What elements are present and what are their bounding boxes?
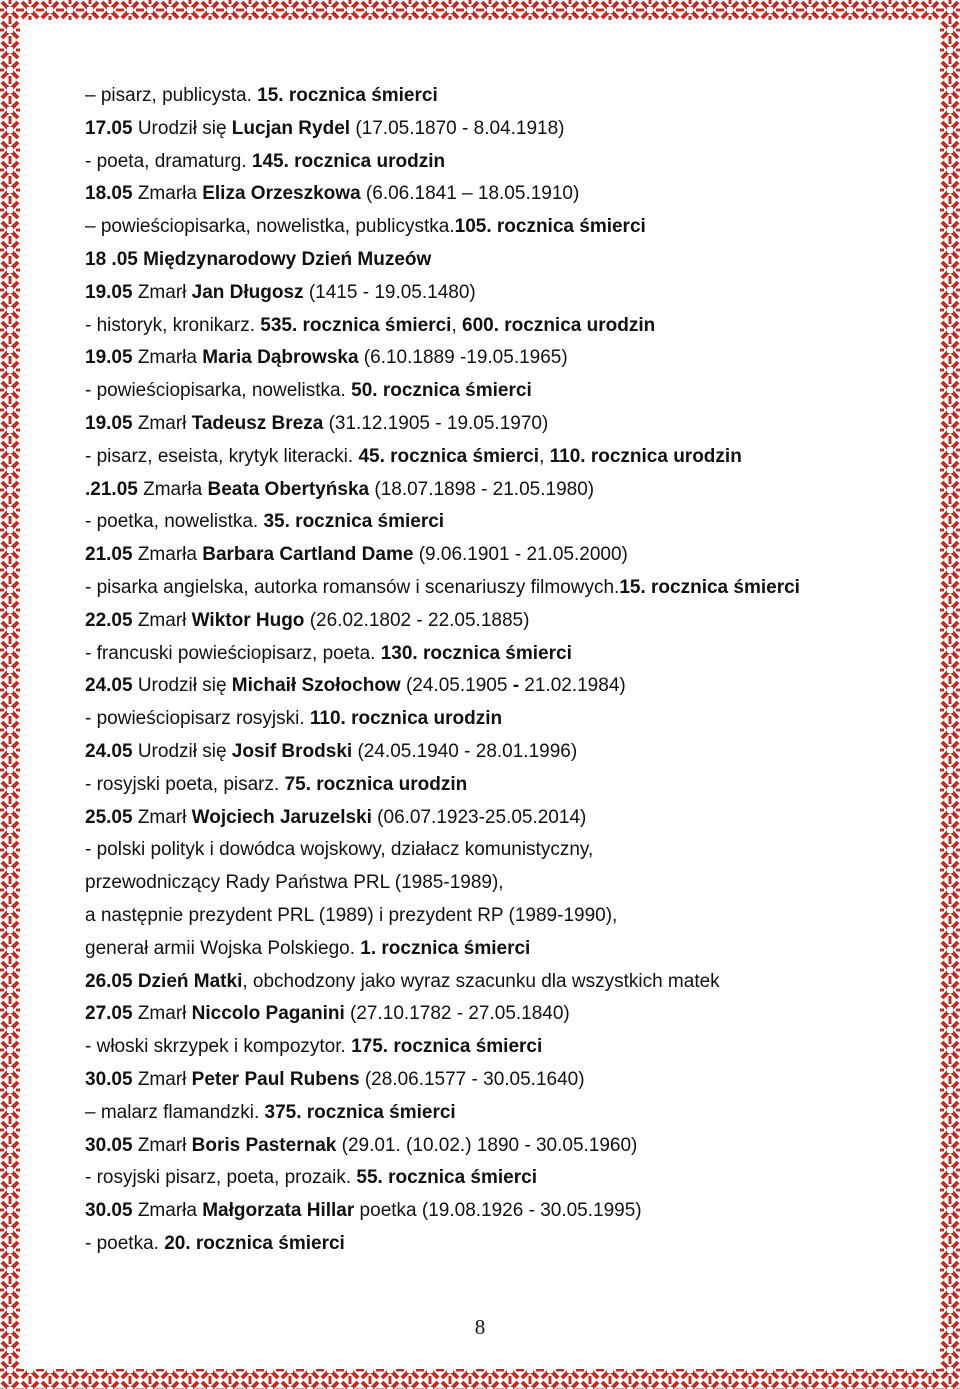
regular-text: Zmarła [132,347,203,369]
calendar-line [85,605,895,638]
calendar-line [85,1064,895,1097]
bold-text: 535. rocznica śmierci [260,314,452,336]
bold-text: Jan Długosz [191,281,304,303]
regular-text: (24.05.1940 - 28.01.1996) [352,740,578,762]
border-top [0,0,960,20]
bold-text: 110. rocznica urodzin [309,708,503,730]
regular-text: Zmarł [132,1068,192,1090]
bold-text: 375. rocznica śmierci [264,1101,456,1123]
bold-text: 19.05 [85,281,133,303]
bold-text: 20. rocznica śmierci [164,1232,345,1254]
bold-text: Wiktor Hugo [191,609,305,631]
bold-text: 75. rocznica urodzin [284,773,468,795]
regular-text: Zmarła [137,478,208,500]
calendar-line [85,539,895,572]
regular-text: Zmarła [132,1200,203,1222]
regular-text: - historyk, kronikarz. [85,314,261,336]
regular-text: - rosyjski poeta, pisarz. [85,773,285,795]
bold-text: 130. rocznica śmierci [380,642,572,664]
calendar-line [85,310,895,343]
regular-text: - poetka, nowelistka. [85,511,264,533]
calendar-line [85,211,895,244]
regular-text: 21.02.1984) [519,675,626,697]
calendar-line [85,703,895,736]
bold-text: Niccolo Paganini [191,1003,345,1025]
bold-text: Beata Obertyńska [207,478,370,500]
regular-text: - powieściopisarz rosyjski. [85,708,310,730]
regular-text: a następnie prezydent PRL (1989) i prezydent RP (1989-1990), [85,904,618,926]
bold-text: Eliza Orzeszkowa [202,183,361,205]
regular-text: - włoski skrzypek i kompozytor. [85,1036,352,1058]
regular-text: (17.05.1870 - 8.04.1918) [350,117,565,139]
bold-text: .21.05 [85,478,138,500]
bold-text: 15. rocznica śmierci [619,576,800,598]
bold-text: 21.05 [85,544,133,566]
regular-text: (6.10.1889 -19.05.1965) [358,347,568,369]
calendar-line [85,1228,895,1261]
regular-text: (06.07.1923-25.05.2014) [371,806,587,828]
bold-text: Michaił Szołochow [231,675,401,697]
regular-text: - rosyjski pisarz, poeta, prozaik. [85,1167,357,1189]
bold-text: Tadeusz Breza [191,412,324,434]
bold-text: Maria Dąbrowska [202,347,359,369]
bold-text: 1. rocznica śmierci [360,937,531,959]
calendar-line [85,834,895,867]
regular-text: - pisarz, eseista, krytyk literacki. [85,445,359,467]
regular-text: – powieściopisarka, nowelistka, publicystka. [85,216,455,238]
bold-text: 17.05 [85,117,133,139]
regular-text: (9.06.1901 - 21.05.2000) [413,544,628,566]
regular-text: (29.01. (10.02.) 1890 - 30.05.1960) [336,1134,638,1156]
regular-text: - poetka. [85,1232,165,1254]
regular-text: (1415 - 19.05.1480) [303,281,476,303]
bold-text: 600. rocznica urodzin [462,314,656,336]
bold-text: 24.05 [85,740,133,762]
bold-text: 110. rocznica urodzin [549,445,742,467]
calendar-line [85,572,895,605]
bold-text: Barbara Cartland Dame [202,544,414,566]
calendar-line [85,342,895,375]
bold-text: 24.05 [85,675,133,697]
regular-text: (6.06.1841 – 18.05.1910) [360,183,580,205]
calendar-line [85,474,895,507]
regular-text: - francuski powieściopisarz, poeta. [85,642,381,664]
bold-text: Lucjan Rydel [231,117,351,139]
regular-text: przewodniczący Rady Państwa PRL (1985-1989), [85,872,504,894]
border-left [0,0,20,1389]
border-bottom [0,1369,960,1389]
regular-text: , [539,445,550,467]
bold-text: 19.05 [85,347,133,369]
bold-text: 50. rocznica śmierci [351,380,532,402]
calendar-line [85,506,895,539]
calendar-line [85,244,895,277]
calendar-line [85,375,895,408]
calendar-line [85,1130,895,1163]
regular-text: (26.02.1802 - 22.05.1885) [304,609,530,631]
bold-text: 18.05 [85,183,133,205]
calendar-line [85,769,895,802]
calendar-line [85,441,895,474]
page-number: 8 [474,1315,486,1339]
regular-text: (24.05.1905 [400,675,513,697]
calendar-line [85,1097,895,1130]
regular-text: (18.07.1898 - 21.05.1980) [369,478,595,500]
calendar-line [85,80,895,113]
bold-text: 25.05 [85,806,133,828]
calendar-line [85,178,895,211]
calendar-line [85,1195,895,1228]
bold-text: 22.05 [85,609,133,631]
calendar-line [85,638,895,671]
bold-text: 19.05 [85,412,133,434]
bold-text: 145. rocznica urodzin [251,150,446,172]
regular-text: Zmarła [132,183,203,205]
calendar-line [85,277,895,310]
bold-text: 35. rocznica śmierci [263,511,445,533]
calendar-line [85,1031,895,1064]
bold-text: 15. rocznica śmierci [257,85,438,106]
calendar-line [85,408,895,441]
regular-text: Urodził się [132,675,232,697]
bold-text: 30.05 [85,1200,133,1222]
calendar-line [85,966,895,999]
bold-text: 55. rocznica śmierci [356,1167,537,1189]
calendar-line [85,736,895,769]
regular-text: Urodził się [132,117,232,139]
regular-text: Zmarł [132,281,192,303]
regular-text: - pisarka angielska, autorka romansów i scenariuszy filmowych. [85,576,620,598]
regular-text: poetka (19.08.1926 - 30.05.1995) [354,1200,642,1222]
regular-text: Zmarł [132,412,192,434]
regular-text: (27.10.1782 - 27.05.1840) [344,1003,570,1025]
regular-text: Urodził się [132,740,232,762]
bold-text: Małgorzata Hillar [202,1200,355,1222]
bold-text: 45. rocznica śmierci [358,445,540,467]
calendar-line [85,113,895,146]
bold-text: Boris Pasternak [191,1134,337,1156]
calendar-line [85,933,895,966]
regular-text: - polski polityk i dowódca wojskowy, działacz komunistyczny, [85,839,594,861]
calendar-list [85,80,895,1261]
regular-text: Zmarł [132,806,192,828]
bold-text: 105. rocznica śmierci [454,216,646,238]
regular-text: (28.06.1577 - 30.05.1640) [359,1068,585,1090]
regular-text: Zmarł [132,609,192,631]
bold-text: 27.05 [85,1003,133,1025]
calendar-line [85,802,895,835]
bold-text: 30.05 [85,1134,133,1156]
regular-text: – malarz flamandzki. [85,1101,265,1123]
regular-text: , obchodzony jako wyraz szacunku dla wszystkich matek [242,970,720,992]
regular-text: – pisarz, publicysta. [85,85,258,106]
regular-text: Zmarł [132,1134,192,1156]
bold-text: 30.05 [85,1068,133,1090]
calendar-line [85,867,895,900]
regular-text: Zmarła [132,544,203,566]
regular-text: Zmarł [132,1003,192,1025]
bold-text: - [512,675,520,697]
bold-text: Wojciech Jaruzelski [191,806,372,828]
bold-text: Peter Paul Rubens [191,1068,360,1090]
bold-text: 26.05 Dzień Matki [85,970,243,992]
calendar-line [85,900,895,933]
border-right [940,0,960,1389]
calendar-line [85,670,895,703]
calendar-line [85,1162,895,1195]
regular-text: - poeta, dramaturg. [85,150,252,172]
regular-text: (31.12.1905 - 19.05.1970) [323,412,549,434]
calendar-line [85,998,895,1031]
calendar-line [85,146,895,179]
regular-text: , [451,314,462,336]
regular-text: - powieściopisarka, nowelistka. [85,380,352,402]
bold-text: 18 .05 Międzynarodowy Dzień Muzeów [85,248,432,270]
bold-text: 175. rocznica śmierci [351,1036,543,1058]
bold-text: Josif Brodski [231,740,353,762]
regular-text: generał armii Wojska Polskiego. [85,937,361,959]
